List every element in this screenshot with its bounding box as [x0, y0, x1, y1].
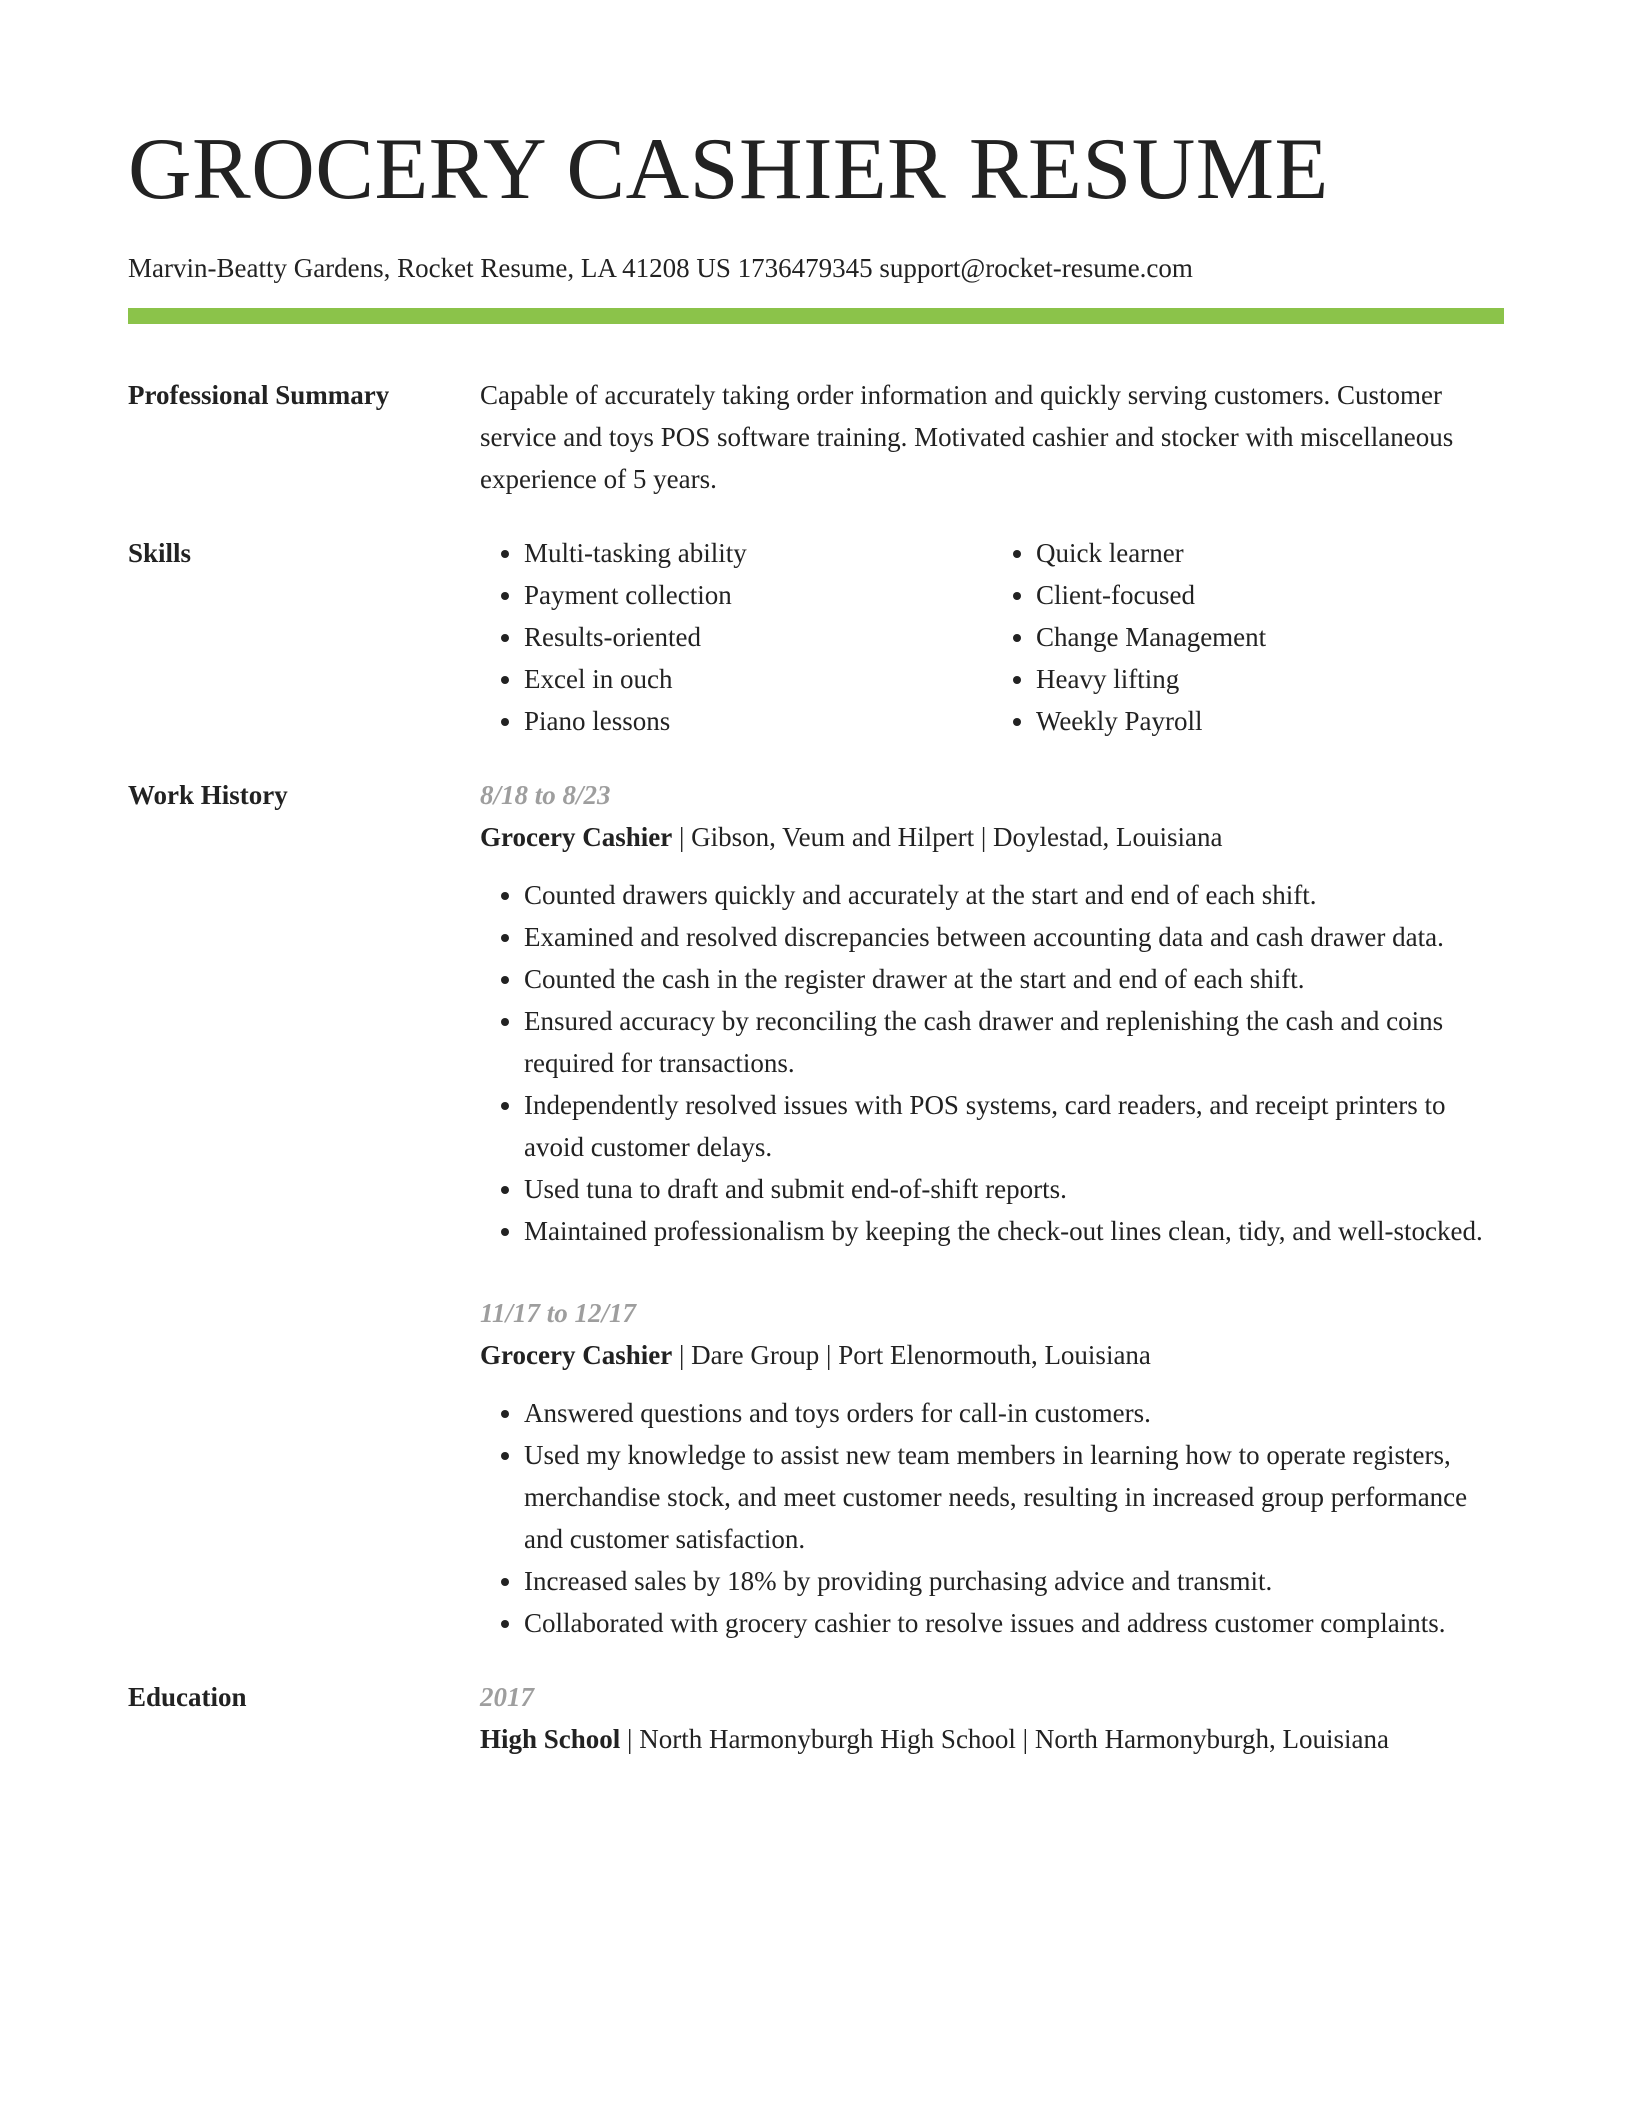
- skill-item: • Piano lessons: [524, 700, 992, 742]
- job-bullet: • Counted the cash in the register drawer at the start and end of each shift.: [524, 958, 1504, 1000]
- skills-body: [480, 532, 1504, 742]
- education-body: [480, 1676, 1504, 1760]
- job-employer-location: | Gibson, Veum and Hilpert | Doylestad, Louisiana: [672, 822, 1223, 852]
- summary-label: Professional Summary: [128, 380, 390, 410]
- education-degree: High School: [480, 1724, 621, 1754]
- summary-section: [128, 374, 1504, 500]
- education-section: [128, 1676, 1504, 1760]
- job-heading: [480, 1334, 1504, 1376]
- skill-item: • Client-focused: [1036, 574, 1504, 616]
- accent-divider: [128, 308, 1504, 324]
- job-bullet: • Counted drawers quickly and accurately at the start and end of each shift.: [524, 874, 1504, 916]
- skills-list-right: [992, 532, 1504, 742]
- skill-item: • Results-oriented: [524, 616, 992, 658]
- work-history-label: Work History: [128, 780, 288, 810]
- skill-item: • Quick learner: [1036, 532, 1504, 574]
- skill-item: • Multi-tasking ability: [524, 532, 992, 574]
- job-bullet: • Maintained professionalism by keeping the check-out lines clean, tidy, and well-stocked.: [524, 1210, 1504, 1252]
- resume-title: GROCERY CASHIER RESUME: [128, 121, 1329, 218]
- work-history-body: [480, 774, 1504, 1644]
- education-date: 2017: [480, 1682, 534, 1712]
- job-bullet: • Examined and resolved discrepancies between accounting data and cash drawer data.: [524, 916, 1504, 958]
- job-title: Grocery Cashier: [480, 1340, 673, 1370]
- skills-grid: [480, 532, 1504, 742]
- education-heading: [480, 1718, 1504, 1760]
- summary-text: Capable of accurately taking order information and quickly serving customers. Customer service and toys POS software training. Motivated cashier and stocker with miscellaneous experience of 5 years.: [480, 380, 1454, 494]
- resume-page: [128, 0, 1504, 1760]
- skill-item: • Change Management: [1036, 616, 1504, 658]
- job-bullet: • Ensured accuracy by reconciling the cash drawer and replenishing the cash and coins required for transactions.: [524, 1000, 1504, 1084]
- job-entry: [480, 1292, 1504, 1644]
- work-history-section: [128, 774, 1504, 1644]
- job-bullet: • Increased sales by 18% by providing purchasing advice and transmit.: [524, 1560, 1504, 1602]
- skill-item: • Heavy lifting: [1036, 658, 1504, 700]
- education-school-location: | North Harmonyburgh High School | North Harmonyburgh, Louisiana: [620, 1724, 1390, 1754]
- job-bullets: [480, 874, 1504, 1252]
- skills-label: Skills: [128, 538, 192, 568]
- job-bullet: • Used tuna to draft and submit end-of-shift reports.: [524, 1168, 1504, 1210]
- education-label: Education: [128, 1682, 247, 1712]
- skills-section: [128, 532, 1504, 742]
- job-heading: [480, 816, 1504, 858]
- skill-item: • Weekly Payroll: [1036, 700, 1504, 742]
- job-entry: [480, 774, 1504, 1252]
- skill-item: • Payment collection: [524, 574, 992, 616]
- job-title: Grocery Cashier: [480, 822, 673, 852]
- job-bullet: • Answered questions and toys orders for call-in customers.: [524, 1392, 1504, 1434]
- job-dates: 8/18 to 8/23: [480, 780, 611, 810]
- job-bullets: [480, 1392, 1504, 1644]
- job-bullet: • Used my knowledge to assist new team members in learning how to operate registers, merchandise stock, and meet customer needs, resulting in increased group performance and customer satisfaction.: [524, 1434, 1504, 1560]
- job-bullet: • Collaborated with grocery cashier to resolve issues and address customer complaints.: [524, 1602, 1504, 1644]
- job-bullet: • Independently resolved issues with POS systems, card readers, and receipt printers to avoid customer delays.: [524, 1084, 1504, 1168]
- job-dates: 11/17 to 12/17: [480, 1298, 637, 1328]
- skill-item: • Excel in ouch: [524, 658, 992, 700]
- job-employer-location: | Dare Group | Port Elenormouth, Louisiana: [672, 1340, 1151, 1370]
- contact-line: Marvin-Beatty Gardens, Rocket Resume, LA 41208 US 1736479345 support@rocket-resume.com: [128, 253, 1193, 283]
- skills-list-left: [480, 532, 992, 742]
